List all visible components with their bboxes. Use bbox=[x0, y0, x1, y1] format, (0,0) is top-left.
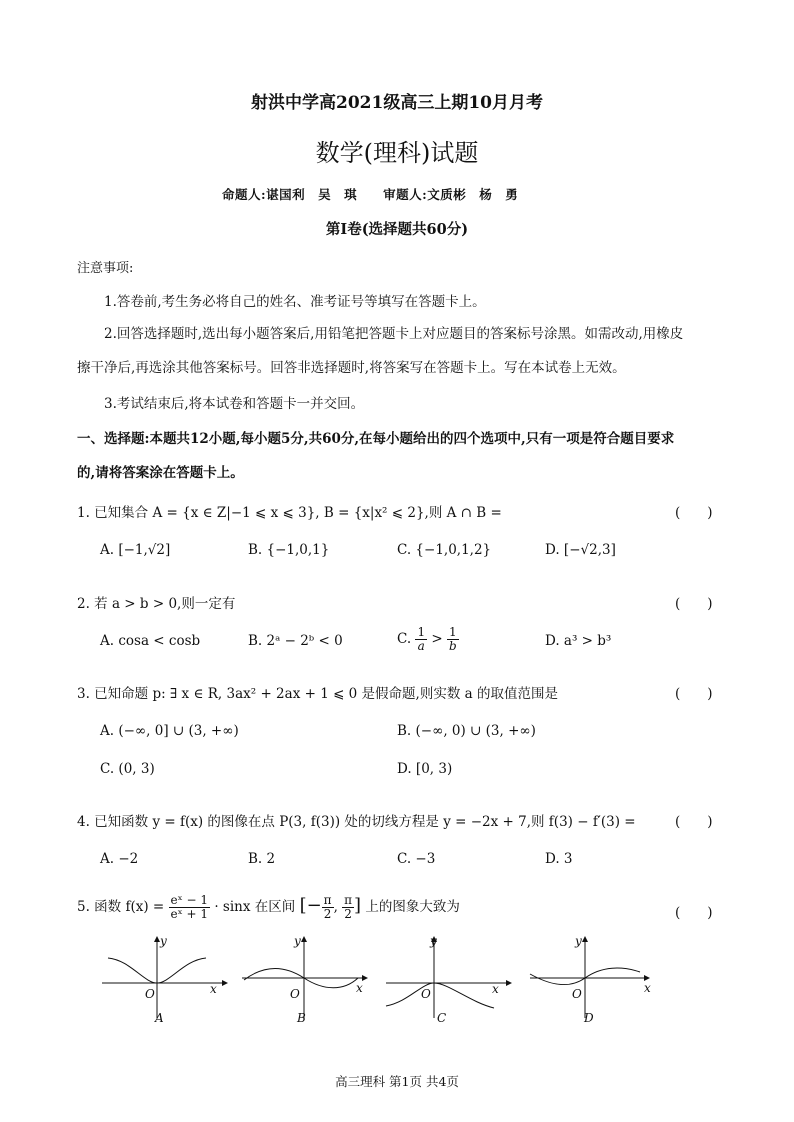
graph-b-caption: B bbox=[297, 1011, 306, 1025]
graph-d-y-label: y bbox=[575, 934, 582, 948]
section-heading: 第Ⅰ卷(选择题共60分) bbox=[325, 221, 469, 238]
pi-over-2-right: $\frac{\pi}{2}$ bbox=[344, 893, 353, 921]
graph-c-caption: C bbox=[437, 1011, 447, 1025]
question-1-option-d: D. [−√2,3] bbox=[545, 542, 616, 558]
question-2-option-d: D. a³ > b³ bbox=[545, 633, 612, 649]
graph-c-x-label: x bbox=[492, 982, 499, 996]
option-c-label: C. bbox=[397, 631, 412, 647]
question-2-answer-paren: ( ) bbox=[675, 596, 713, 612]
exam-authors: 命题人:谌国利 吴 琪 审题人:文质彬 杨 勇 bbox=[222, 187, 519, 202]
question-3-answer-paren: ( ) bbox=[675, 686, 713, 702]
question-5-stem: 5. 函数 f(x) = $\frac{\text{eˣ − 1}}{\text{eˣ + 1}}$ · sinx 在区间 [− $\frac{\pi}{2}$ , $\frac{\pi}{2}$ ] 上的图象大致为 bbox=[77, 893, 460, 921]
graph-d-x-label: x bbox=[644, 981, 651, 995]
question-3-option-a: A. (−∞, 0] ∪ (3, +∞) bbox=[100, 723, 239, 739]
exam-subtitle: 数学(理科)试题 bbox=[315, 139, 479, 167]
notice-item-3: 3.考试结束后,将本试卷和答题卡一并交回。 bbox=[104, 396, 365, 412]
notice-item-1: 1.答卷前,考生务必将自己的姓名、准考证号等填写在答题卡上。 bbox=[104, 294, 486, 310]
graph-a-caption: A bbox=[155, 1011, 164, 1025]
graph-b-y-label: y bbox=[294, 934, 301, 948]
question-5-answer-paren: ( ) bbox=[675, 905, 713, 921]
question-4-stem: 4. 已知函数 y = f(x) 的图像在点 P(3, f(3)) 处的切线方程是 y = −2x + 7,则 f(3) − f′(3) = bbox=[77, 814, 636, 830]
graph-c-y-label: y bbox=[430, 934, 437, 948]
part1-instruction-cont: 的,请将答案涂在答题卡上。 bbox=[77, 465, 244, 481]
question-1-option-b: B. {−1,0,1} bbox=[248, 542, 330, 558]
question-3-stem: 3. 已知命题 p: ∃ x ∈ R, 3ax² + 2ax + 1 ⩽ 0 是假命题,则实数 a 的取值范围是 bbox=[77, 686, 558, 702]
question-3-option-b: B. (−∞, 0) ∪ (3, +∞) bbox=[397, 723, 536, 739]
question-2-option-b: B. 2ᵃ − 2ᵇ < 0 bbox=[248, 633, 343, 649]
notice-item-2: 2.回答选择题时,选出每小题答案后,用铅笔把答题卡上对应题目的答案标号涂黑。如需改动,用橡皮 bbox=[104, 326, 684, 342]
graph-a-y-label: y bbox=[160, 934, 167, 948]
graph-a-origin: O bbox=[145, 987, 155, 1001]
question-2-stem: 2. 若 a > b > 0,则一定有 bbox=[77, 596, 236, 612]
graph-b-origin: O bbox=[290, 987, 300, 1001]
question-4-answer-paren: ( ) bbox=[675, 814, 713, 830]
part1-instruction: 一、选择题:本题共12小题,每小题5分,共60分,在每小题给出的四个选项中,只有一项是符合题目要求 bbox=[77, 431, 675, 447]
question-2-option-c bbox=[397, 626, 459, 653]
question-1-option-a: A. [−1,√2] bbox=[100, 542, 171, 558]
question-1-stem: 1. 已知集合 A = {x ∈ Z|−1 ⩽ x ⩽ 3}, B = {x|x² ⩽ 2},则 A ∩ B = bbox=[77, 505, 502, 521]
exam-title: 射洪中学高2021级高三上期10月月考 bbox=[251, 93, 543, 113]
question-3-option-c: C. (0, 3) bbox=[100, 761, 155, 777]
function-fraction: $\frac{\text{eˣ − 1}}{\text{eˣ + 1}}$ bbox=[170, 893, 209, 921]
page-footer: 高三理科 第1页 共4页 bbox=[335, 1074, 459, 1089]
graph-c-origin: O bbox=[421, 987, 431, 1001]
question-3-option-d: D. [0, 3) bbox=[397, 761, 453, 777]
question-1-answer-paren: ( ) bbox=[675, 505, 713, 521]
notice-item-2-cont: 擦干净后,再选涂其他答案标号。回答非选择题时,将答案写在答题卡上。写在本试卷上无效。 bbox=[77, 360, 626, 376]
graph-d-caption: D bbox=[584, 1011, 594, 1025]
graph-option-c bbox=[384, 930, 514, 1025]
graph-d-origin: O bbox=[572, 987, 582, 1001]
graph-a-x-label: x bbox=[210, 982, 217, 996]
notice-heading: 注意事项: bbox=[77, 261, 134, 276]
question-4-option-a: A. −2 bbox=[100, 851, 139, 867]
graph-option-d bbox=[528, 930, 658, 1025]
graph-option-b bbox=[240, 930, 370, 1025]
graph-b-x-label: x bbox=[356, 981, 363, 995]
question-1-option-c: C. {−1,0,1,2} bbox=[397, 542, 492, 558]
question-4-option-c: C. −3 bbox=[397, 851, 436, 867]
fraction-one-over-b: $\frac{1}{b}$ bbox=[448, 625, 457, 653]
pi-over-2-left: $\frac{\pi}{2}$ bbox=[323, 893, 332, 921]
question-4-option-b: B. 2 bbox=[248, 851, 276, 867]
fraction-one-over-a: $\frac{1}{a}$ bbox=[417, 625, 426, 653]
question-2-option-a: A. cosa < cosb bbox=[100, 633, 201, 649]
greater-than-sign: > bbox=[431, 631, 443, 647]
graph-option-a bbox=[100, 930, 230, 1025]
question-4-option-d: D. 3 bbox=[545, 851, 573, 867]
